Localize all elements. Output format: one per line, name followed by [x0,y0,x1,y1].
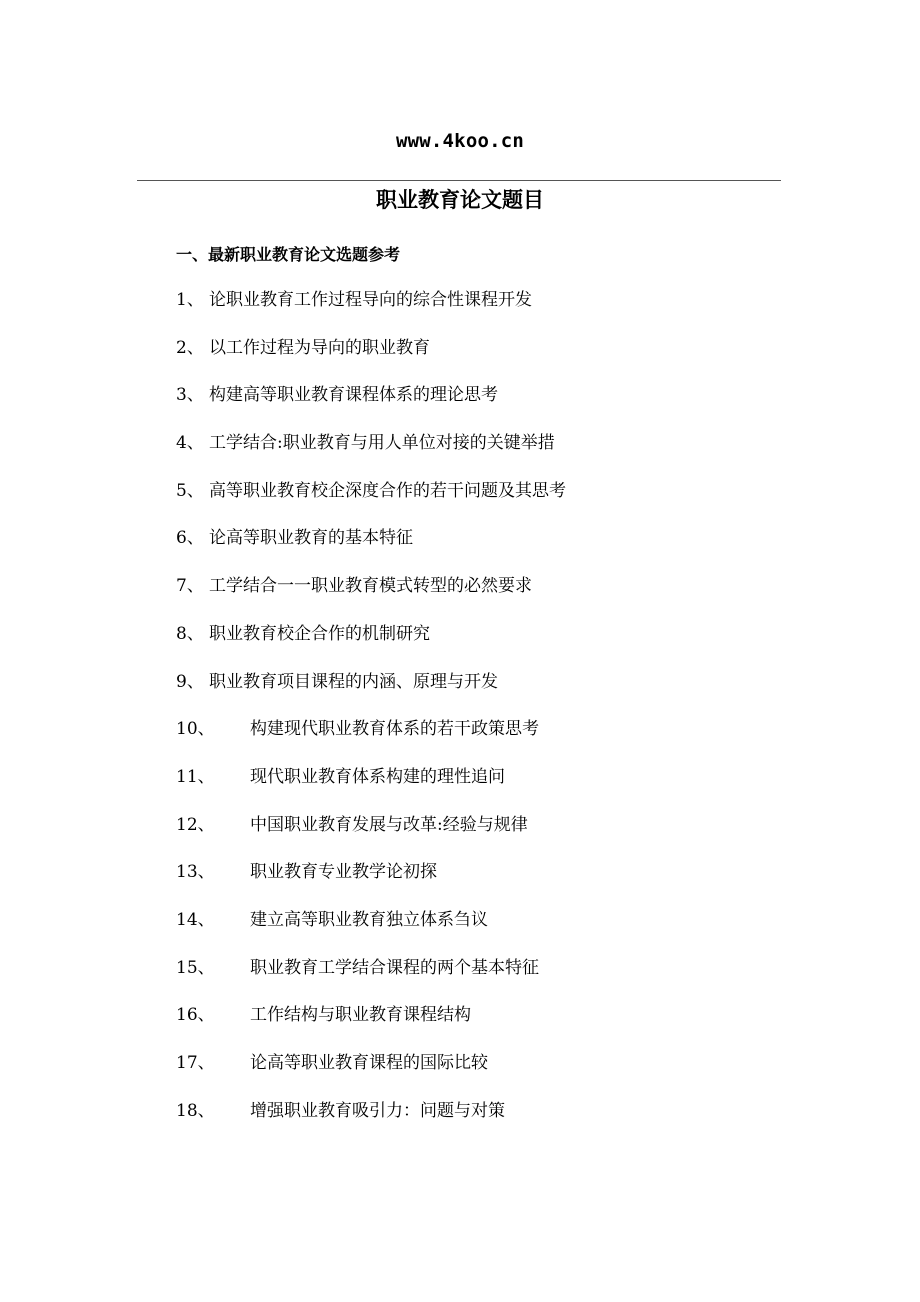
topic-title: 职业教育校企合作的机制研究 [209,623,430,644]
list-item [176,526,796,574]
topic-title: 职业教育项目课程的内涵、原理与开发 [209,671,498,692]
topic-number: 15、 [176,957,215,978]
topic-title: 增强职业教育吸引力：问题与对策 [250,1100,505,1121]
topic-number: 6、 [176,528,204,549]
topic-number: 1、 [176,290,204,310]
list-item [176,479,796,527]
list-item [176,860,796,908]
list-item [176,622,796,670]
topic-title: 工作结构与职业教育课程结构 [250,1005,471,1026]
topic-number: 2、 [176,337,204,358]
topic-title: 高等职业教育校企深度合作的若干问题及其思考 [209,480,566,501]
page-title: 职业教育论文题目 [376,188,544,212]
topic-number: 9、 [176,671,204,692]
topic-title: 工学结合一一职业教育模式转型的必然要求 [209,576,532,597]
topic-title: 职业教育工学结合课程的两个基本特征 [250,957,539,978]
topic-title: 构建高等职业教育课程体系的理论思考 [209,385,498,406]
topic-title: 论高等职业教育的基本特征 [209,528,413,549]
topic-number: 14、 [176,909,215,930]
topic-number: 5、 [176,480,204,501]
list-item [176,1099,796,1147]
topic-title: 论高等职业教育课程的国际比较 [250,1053,488,1073]
topic-number: 4、 [176,433,204,454]
list-item [176,765,796,813]
topic-title: 工学结合:职业教育与用人单位对接的关键举措 [209,433,555,454]
topic-title: 以工作过程为导向的职业教育 [209,337,430,358]
topic-title: 论职业教育工作过程导向的综合性课程开发 [209,290,532,310]
list-item [176,336,796,384]
list-item [176,1051,796,1099]
list-item [176,1003,796,1051]
topic-number: 18、 [176,1100,215,1121]
topic-number: 10、 [176,719,215,740]
list-item [176,383,796,431]
site-header: www.4koo.cn [395,130,525,152]
topic-number: 7、 [176,576,204,597]
list-item [176,670,796,718]
topic-number: 13、 [176,862,215,883]
topic-title: 中国职业教育发展与改革:经验与规律 [250,814,528,835]
list-item [176,431,796,479]
topic-number: 12、 [176,814,215,835]
topic-list [176,288,796,1146]
section-heading: 一、最新职业教育论文选题参考 [176,245,401,264]
topic-title: 现代职业教育体系构建的理性追问 [250,766,505,787]
topic-number: 16、 [176,1005,215,1026]
topic-number: 11、 [176,766,215,787]
topic-title: 建立高等职业教育独立体系刍议 [250,909,488,930]
list-item [176,813,796,861]
topic-number: 3、 [176,385,204,406]
list-item [176,908,796,956]
topic-number: 17、 [176,1053,215,1073]
topic-number: 8、 [176,623,204,644]
topic-title: 职业教育专业教学论初探 [250,862,437,883]
list-item [176,717,796,765]
list-item [176,574,796,622]
list-item [176,288,796,336]
list-item [176,956,796,1004]
topic-title: 构建现代职业教育体系的若干政策思考 [250,719,539,740]
header-divider [137,180,781,181]
